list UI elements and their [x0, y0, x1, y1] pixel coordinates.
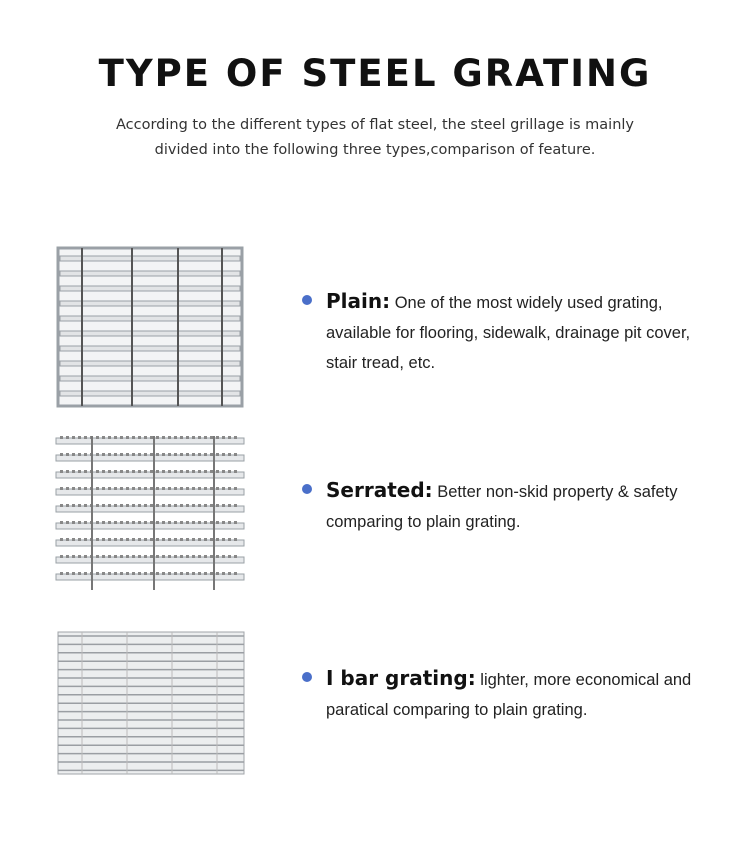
- grating-bar: [108, 470, 111, 473]
- grating-bar: [78, 521, 81, 524]
- grating-bar: [150, 538, 153, 541]
- grating-bar: [168, 487, 171, 490]
- grating-bar: [60, 453, 63, 456]
- grating-bar: [138, 521, 141, 524]
- page-title: TYPE OF STEEL GRATING: [98, 52, 652, 95]
- grating-bar: [204, 504, 207, 507]
- grating-bar: [192, 453, 195, 456]
- grating-bar: [216, 470, 219, 473]
- grating-bar: [186, 521, 189, 524]
- grating-bar: [210, 521, 213, 524]
- grating-bar: [156, 453, 159, 456]
- grating-bar: [138, 487, 141, 490]
- grating-bar: [180, 555, 183, 558]
- grating-bar: [114, 572, 117, 575]
- grating-bar: [204, 453, 207, 456]
- grating-bar: [210, 453, 213, 456]
- grating-bar: [234, 504, 237, 507]
- grating-bar: [156, 572, 159, 575]
- grating-bar: [132, 487, 135, 490]
- i-bar-grating-image: [52, 628, 248, 778]
- grating-bar: [72, 504, 75, 507]
- grating-bar: [192, 470, 195, 473]
- grating-bar: [84, 436, 87, 439]
- grating-bar: [72, 521, 75, 524]
- grating-bar: [132, 538, 135, 541]
- grating-bar: [198, 453, 201, 456]
- grating-bar: [150, 521, 153, 524]
- grating-bar: [186, 504, 189, 507]
- grating-bar: [84, 538, 87, 541]
- grating-bar: [60, 572, 63, 575]
- grating-bar: [144, 504, 147, 507]
- grating-bar: [60, 555, 63, 558]
- grating-bar: [222, 572, 225, 575]
- grating-bar: [210, 504, 213, 507]
- grating-bar: [96, 487, 99, 490]
- grating-bar: [174, 572, 177, 575]
- grating-bar: [222, 521, 225, 524]
- grating-bar: [198, 504, 201, 507]
- feature-name: Plain:: [326, 289, 391, 313]
- grating-bar: [78, 436, 81, 439]
- grating-bar: [96, 572, 99, 575]
- grating-bar: [144, 521, 147, 524]
- grating-bar: [66, 555, 69, 558]
- grating-bar: [162, 453, 165, 456]
- grating-bar: [60, 331, 240, 336]
- grating-bar: [84, 572, 87, 575]
- grating-bar: [198, 521, 201, 524]
- grating-bar: [204, 487, 207, 490]
- grating-bar: [192, 555, 195, 558]
- grating-bar: [72, 453, 75, 456]
- grating-bar: [120, 538, 123, 541]
- grating-bar: [114, 436, 117, 439]
- grating-bar: [66, 453, 69, 456]
- grating-bar: [234, 487, 237, 490]
- feature-desc: lighter, more economical and paratical comparing to plain grating.: [326, 671, 692, 719]
- grating-bar: [60, 504, 63, 507]
- grating-bar: [186, 436, 189, 439]
- grating-bar: [204, 521, 207, 524]
- grating-bar: [126, 521, 129, 524]
- grating-bar: [180, 487, 183, 490]
- grating-bar: [144, 453, 147, 456]
- grating-bar: [222, 504, 225, 507]
- grating-bar: [96, 436, 99, 439]
- grating-bar: [84, 555, 87, 558]
- grating-bar: [120, 453, 123, 456]
- grating-bar: [108, 487, 111, 490]
- grating-bar: [234, 555, 237, 558]
- grating-bar: [72, 436, 75, 439]
- grating-bar: [114, 453, 117, 456]
- grating-bar: [180, 470, 183, 473]
- grating-bar: [180, 521, 183, 524]
- grating-bar: [234, 470, 237, 473]
- grating-bar: [228, 470, 231, 473]
- grating-bar: [60, 538, 63, 541]
- grating-bar: [228, 436, 231, 439]
- grating-bar: [84, 504, 87, 507]
- feature-plain: [302, 286, 722, 378]
- grating-bar: [150, 436, 153, 439]
- grating-bar: [204, 538, 207, 541]
- grating-bar: [156, 504, 159, 507]
- grating-bar: [222, 555, 225, 558]
- grating-bar: [216, 436, 219, 439]
- feature-name: Serrated:: [326, 478, 433, 502]
- grating-bar: [120, 555, 123, 558]
- grating-bar: [114, 504, 117, 507]
- grating-bar: [132, 436, 135, 439]
- grating-bar: [156, 470, 159, 473]
- grating-bar: [204, 436, 207, 439]
- grating-bar: [216, 487, 219, 490]
- grating-bar: [222, 436, 225, 439]
- grating-bar: [108, 504, 111, 507]
- grating-bar: [78, 470, 81, 473]
- grating-bar: [114, 538, 117, 541]
- grating-bar: [216, 453, 219, 456]
- grating-bar: [162, 436, 165, 439]
- grating-bar: [186, 538, 189, 541]
- grating-bar: [168, 555, 171, 558]
- grating-bar: [126, 572, 129, 575]
- grating-bar: [108, 521, 111, 524]
- grating-bar: [126, 453, 129, 456]
- grating-bar: [192, 521, 195, 524]
- grating-bar: [66, 538, 69, 541]
- grating-bar: [138, 436, 141, 439]
- grating-bar: [216, 504, 219, 507]
- grating-bar: [198, 555, 201, 558]
- grating-bar: [180, 538, 183, 541]
- grating-bar: [60, 487, 63, 490]
- grating-bar: [186, 453, 189, 456]
- grating-bar: [198, 470, 201, 473]
- bullet-icon: [302, 672, 312, 682]
- grating-bar: [126, 487, 129, 490]
- grating-bar: [210, 572, 213, 575]
- feature-i-bar: [302, 663, 722, 725]
- grating-bar: [60, 470, 63, 473]
- grating-bar: [138, 470, 141, 473]
- grating-bar: [192, 487, 195, 490]
- grating-bar: [66, 436, 69, 439]
- grating-bar: [72, 538, 75, 541]
- grating-bar: [60, 316, 240, 321]
- grating-bar: [228, 453, 231, 456]
- bullet-icon: [302, 295, 312, 305]
- grating-bar: [108, 436, 111, 439]
- grating-bar: [234, 572, 237, 575]
- grating-bar: [216, 538, 219, 541]
- grating-bar: [162, 538, 165, 541]
- bullet-icon: [302, 484, 312, 494]
- grating-bar: [228, 555, 231, 558]
- feature-desc: Better non-skid property & safety comparing to plain grating.: [326, 483, 678, 531]
- grating-bar: [102, 538, 105, 541]
- grating-bar: [168, 521, 171, 524]
- grating-bar: [138, 572, 141, 575]
- grating-bar: [72, 487, 75, 490]
- grating-bar: [114, 521, 117, 524]
- grating-bar: [198, 538, 201, 541]
- grating-bar: [156, 555, 159, 558]
- grating-bar: [162, 572, 165, 575]
- grating-bar: [186, 487, 189, 490]
- grating-bar: [120, 470, 123, 473]
- grating-bar: [210, 555, 213, 558]
- feature-name: I bar grating:: [326, 666, 476, 690]
- grating-bar: [186, 572, 189, 575]
- grating-bar: [84, 521, 87, 524]
- grating-bar: [102, 470, 105, 473]
- grating-bar: [168, 470, 171, 473]
- grating-bar: [228, 487, 231, 490]
- grating-bar: [228, 521, 231, 524]
- grating-bar: [162, 487, 165, 490]
- grating-bar: [126, 436, 129, 439]
- grating-bar: [168, 436, 171, 439]
- grating-bar: [144, 572, 147, 575]
- grating-bar: [156, 521, 159, 524]
- grating-bar: [216, 555, 219, 558]
- grating-bar: [204, 470, 207, 473]
- feature-desc: One of the most widely used grating, available for flooring, sidewalk, drainage pit cover, stair tread, etc.: [326, 294, 691, 372]
- grating-bar: [108, 538, 111, 541]
- grating-bar: [114, 555, 117, 558]
- grating-bar: [96, 504, 99, 507]
- grating-bar: [96, 521, 99, 524]
- grating-bar: [60, 271, 240, 276]
- grating-bar: [222, 470, 225, 473]
- grating-bar: [222, 453, 225, 456]
- grating-bar: [60, 376, 240, 381]
- grating-bar: [60, 286, 240, 291]
- grating-bar: [186, 470, 189, 473]
- grating-bar: [234, 538, 237, 541]
- grating-bar: [198, 572, 201, 575]
- grating-bar: [78, 453, 81, 456]
- grating-bar: [132, 555, 135, 558]
- grating-bar: [222, 487, 225, 490]
- grating-bar: [144, 487, 147, 490]
- grating-bar: [156, 436, 159, 439]
- grating-bar: [114, 470, 117, 473]
- grating-bar: [60, 301, 240, 306]
- grating-bar: [174, 521, 177, 524]
- grating-bar: [102, 572, 105, 575]
- grating-bar: [138, 555, 141, 558]
- grating-bar: [96, 555, 99, 558]
- grating-bar: [108, 572, 111, 575]
- grating-bar: [192, 572, 195, 575]
- grating-bar: [72, 470, 75, 473]
- grating-bar: [144, 436, 147, 439]
- grating-bar: [198, 487, 201, 490]
- grating-bar: [150, 555, 153, 558]
- grating-bar: [102, 487, 105, 490]
- grating-bar: [78, 572, 81, 575]
- grating-bar: [102, 504, 105, 507]
- grating-bar: [162, 521, 165, 524]
- grating-bar: [132, 453, 135, 456]
- grating-bar: [174, 555, 177, 558]
- grating-bar: [78, 504, 81, 507]
- grating-bar: [162, 555, 165, 558]
- grating-bar: [66, 487, 69, 490]
- grating-bar: [222, 538, 225, 541]
- grating-bar: [156, 538, 159, 541]
- grating-bar: [120, 504, 123, 507]
- grating-bar: [126, 538, 129, 541]
- grating-bar: [132, 504, 135, 507]
- grating-bar: [204, 572, 207, 575]
- grating-bar: [84, 453, 87, 456]
- grating-bar: [108, 555, 111, 558]
- grating-bar: [66, 572, 69, 575]
- grating-bar: [102, 453, 105, 456]
- grating-bar: [150, 572, 153, 575]
- grating-bar: [216, 521, 219, 524]
- grating-bar: [198, 436, 201, 439]
- grating-bar: [180, 572, 183, 575]
- grating-bar: [126, 504, 129, 507]
- grating-bar: [192, 436, 195, 439]
- grating-bar: [72, 555, 75, 558]
- grating-bar: [120, 572, 123, 575]
- grating-bar: [210, 487, 213, 490]
- grating-bar: [162, 470, 165, 473]
- grating-bar: [228, 504, 231, 507]
- grating-bar: [210, 538, 213, 541]
- grating-bar: [60, 391, 240, 396]
- grating-bar: [168, 453, 171, 456]
- grating-bar: [204, 555, 207, 558]
- grating-bar: [138, 453, 141, 456]
- grating-bar: [60, 361, 240, 366]
- grating-bar: [60, 346, 240, 351]
- grating-bar: [60, 256, 240, 261]
- grating-bar: [150, 504, 153, 507]
- grating-bar: [72, 572, 75, 575]
- grating-bar: [144, 470, 147, 473]
- grating-bar: [180, 436, 183, 439]
- grating-bar: [120, 436, 123, 439]
- feature-serrated: [302, 475, 722, 537]
- grating-bar: [174, 487, 177, 490]
- grating-bar: [96, 453, 99, 456]
- grating-bar: [96, 470, 99, 473]
- grating-bar: [132, 521, 135, 524]
- grating-bar: [234, 521, 237, 524]
- grating-bar: [102, 521, 105, 524]
- grating-bar: [156, 487, 159, 490]
- grating-bar: [102, 555, 105, 558]
- grating-bar: [162, 504, 165, 507]
- grating-bar: [138, 538, 141, 541]
- grating-bar: [180, 504, 183, 507]
- grating-bar: [84, 487, 87, 490]
- grating-bar: [192, 504, 195, 507]
- grating-bar: [144, 555, 147, 558]
- subtitle: [0, 113, 750, 163]
- grating-bar: [102, 436, 105, 439]
- grating-bar: [66, 504, 69, 507]
- grating-bar: [168, 538, 171, 541]
- grating-bar: [84, 470, 87, 473]
- grating-bar: [174, 453, 177, 456]
- grating-bar: [192, 538, 195, 541]
- serrated-grating-image: [52, 428, 248, 598]
- grating-bar: [132, 572, 135, 575]
- grating-bar: [186, 555, 189, 558]
- grating-bar: [114, 487, 117, 490]
- grating-bar: [150, 470, 153, 473]
- grating-bar: [132, 470, 135, 473]
- grating-bar: [78, 487, 81, 490]
- grating-bar: [174, 470, 177, 473]
- grating-bar: [66, 470, 69, 473]
- grating-bar: [120, 487, 123, 490]
- grating-bar: [96, 538, 99, 541]
- grating-bar: [126, 555, 129, 558]
- grating-bar: [210, 436, 213, 439]
- grating-bar: [174, 504, 177, 507]
- grating-bar: [234, 453, 237, 456]
- grating-bar: [66, 521, 69, 524]
- grating-bar: [174, 436, 177, 439]
- grating-bar: [60, 521, 63, 524]
- subtitle-line: According to the different types of flat steel, the steel grillage is mainly: [116, 117, 634, 133]
- grating-bar: [138, 504, 141, 507]
- grating-bar: [150, 453, 153, 456]
- grating-bar: [180, 453, 183, 456]
- grating-bar: [210, 470, 213, 473]
- grating-bar: [60, 436, 63, 439]
- grating-bar: [126, 470, 129, 473]
- grating-bar: [228, 538, 231, 541]
- subtitle-line: divided into the following three types,comparison of feature.: [154, 142, 596, 158]
- grating-bar: [144, 538, 147, 541]
- grating-bar: [78, 538, 81, 541]
- grating-bar: [168, 504, 171, 507]
- grating-bar: [174, 538, 177, 541]
- grating-bar: [78, 555, 81, 558]
- grating-bar: [150, 487, 153, 490]
- grating-bar: [120, 521, 123, 524]
- grating-bar: [228, 572, 231, 575]
- grating-bar: [168, 572, 171, 575]
- grating-bar: [216, 572, 219, 575]
- grating-bar: [108, 453, 111, 456]
- grating-bar: [234, 436, 237, 439]
- plain-grating-image: [52, 242, 248, 412]
